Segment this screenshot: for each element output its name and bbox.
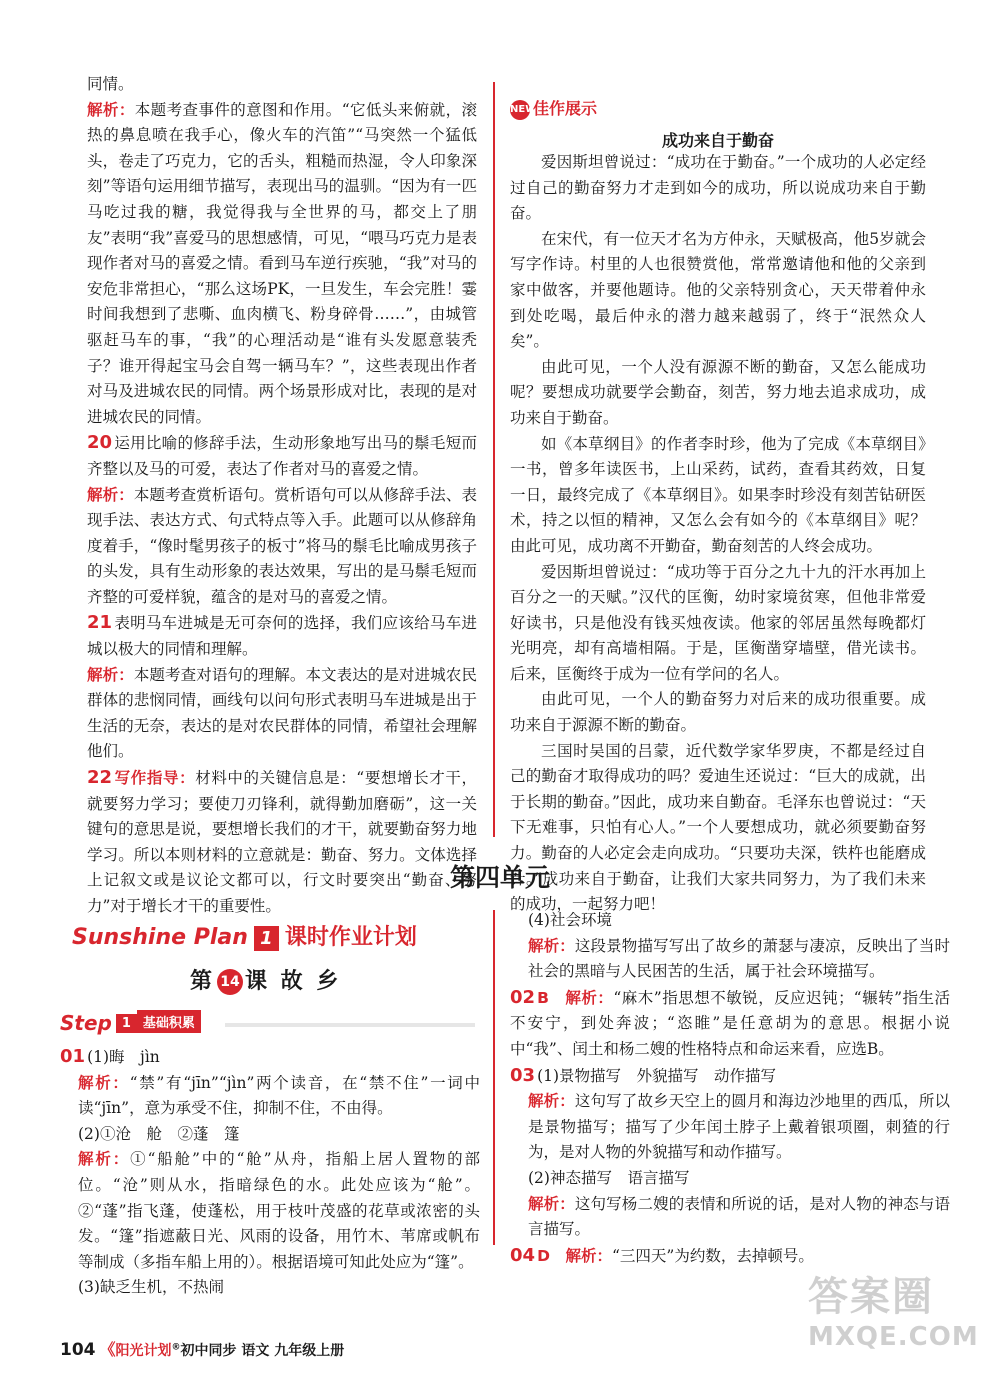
column-divider-bottom <box>493 910 495 1245</box>
analysis-label: 解析： <box>528 936 575 955</box>
lesson-name: 课 故 乡 <box>245 969 342 994</box>
analysis-label: 解析： <box>565 1246 612 1265</box>
analysis-block <box>510 1192 950 1243</box>
essay-paragraph: 由此可见，一个人没有源源不断的勤奋，又怎么能成功呢？要想成功就要学会勤奋，刻苦，努力地去追求成功，成功来自于勤奋。 <box>510 357 926 427</box>
analysis-label: 解析： <box>87 665 134 684</box>
banner-right-text: 课时作业计划 <box>284 925 417 950</box>
site-watermark <box>808 1265 988 1365</box>
essay-paragraph: 三国时吴国的吕蒙，近代数学家华罗庚，不都是经过自己的勤奋才取得成功的吗？爱迪生还说过：“巨大的成就，出于长期的勤奋。”因此，成功来自勤奋。毛泽东也曾说过：“天下无难事，只怕有心人。”一个人要想成功，就必须要勤奋努力。勤奋的人必定会走向成功。“只要功夫深，铁杵也能磨成针。”成功来自于勤奋，让我们大家共同努力，为了我们未来的成功，一起努力吧！ <box>510 741 926 914</box>
new-badge-icon: NEW <box>510 100 530 120</box>
analysis-label: 解析： <box>87 485 134 504</box>
chevron-icon: 《 <box>99 1340 116 1359</box>
answer-text: (2)神态描写 语言描写 <box>528 1168 690 1187</box>
continued-answer: 同情。 <box>87 75 134 93</box>
analysis-label: 解析： <box>78 1150 131 1169</box>
essay-title: 成功来自于勤奋 <box>661 131 774 150</box>
banner-number-box: 1 <box>254 926 279 951</box>
question-number: 01 <box>60 1046 86 1067</box>
question-21-analysis <box>87 663 477 765</box>
left-bottom-column <box>60 1044 480 1301</box>
essay-paragraph: 由此可见，一个人的勤奋努力对后来的成功很重要。成功来自于源源不断的勤奋。 <box>510 690 926 735</box>
question-number: 21 <box>87 612 113 634</box>
lesson-prefix: 第 <box>190 969 216 994</box>
answer-text: (4)社会环境 <box>528 911 612 929</box>
question-22-answer <box>87 765 477 920</box>
left-top-column <box>87 72 477 920</box>
question-20-answer <box>87 430 477 482</box>
right-bottom-column <box>510 908 950 1269</box>
essay-paragraph: 如《本草纲目》的作者李时珍，他为了完成《本草纲目》一书，曾多年读医书，上山采药，试药，查看其药效，日复一日，最终完成了《本草纲目》。如果李时珍没有刻苦钻研医术，持之以恒的精神，又怎么会有如今的《本草纲目》呢？由此可见，成功离不开勤奋，勤奋刻苦的人终会成功。 <box>510 434 926 555</box>
step-label-tag: 基础积累 <box>137 1010 201 1033</box>
lesson-number: 14 <box>217 969 243 995</box>
essay-body <box>510 150 926 918</box>
step-number-tag: 1 <box>116 1014 137 1033</box>
analysis-text: 本题考查对语句的理解。本文表达的是对进城农民群体的悲悯同情，画线句以问句形式表明马车进城是出于生活的无奈，表达的是对农民群体的同情，希望社会理解他们。 <box>87 665 477 761</box>
answer-text: (3)缺乏生机，不热闹 <box>78 1278 224 1297</box>
analysis-block <box>510 934 950 985</box>
footer-brand: 阳光计划 <box>115 1343 172 1359</box>
watermark-url: MXQE.COM <box>808 1322 979 1352</box>
step-banner <box>60 1010 201 1035</box>
answer-text: 表明马车进城是无可奈何的选择，我们应该给马车进城以极大的同情和理解。 <box>87 614 477 659</box>
essay-paragraph: 爱因斯坦曾说过：“成功等于百分之九十九的汗水再加上百分之一的天赋。”汉代的匡衡，幼时家境贫寒，但他非常爱好读书，只是他没有钱买烛夜读。他家的邻居虽然每晚都灯光明亮，却有高墙相隔。于是，匡衡凿穿墙壁，借光读书。后来，匡衡终于成为一位有学问的名人。 <box>510 562 926 683</box>
column-divider-top <box>493 82 495 837</box>
analysis-text: 这句写了故乡天空上的圆月和海边沙地里的西瓜，所以是景物描写；描写了少年闰土脖子上戴着银项圈，刺猹的行为，是对人物的外貌描写和动作描写。 <box>528 1092 950 1162</box>
writing-guide-text: 材料中的关键信息是：“要想增长才干，就要努力学习；要使刀刃锋利，就得勤加磨砺”，这一关键句的意思是说，要想增长我们的才干，就要勤奋努力地学习。所以本则材料的立意就是：勤奋、努力。文体选择上记叙文或是议论文都可以，行文时要突出“勤奋、努力”对于增长才干的重要性。 <box>87 769 477 915</box>
analysis-label: 解析： <box>528 1194 575 1213</box>
analysis-text: 本题考查赏析语句。赏析语句可以从修辞手法、表现手法、表达方式、句式特点等入手。此题可以从修辞角度着手，“像时髦男孩子的板寸”将马的鬃毛比喻成男孩子的头发，具有生动形象的表达效果，写出的是马鬃毛短而齐整的可爱样貌，蕴含的是对马的喜爱之情。 <box>87 485 477 606</box>
question-number: 20 <box>87 432 113 454</box>
analysis-text: 这段景物描写写出了故乡的萧瑟与凄凉，反映出了当时社会的黑暗与人民困苦的生活，属于社会环境描写。 <box>528 936 950 981</box>
banner-left-text: Sunshine Plan <box>72 925 248 950</box>
badge-label: 佳作展示 <box>533 99 598 118</box>
answer-text: (1)晦 jìn <box>87 1048 160 1066</box>
analysis-text: “三四天”为约数，去掉顿号。 <box>611 1246 814 1265</box>
answer-text: (1)景物描写 外貌描写 动作描写 <box>537 1066 777 1085</box>
answer-text: 运用比喻的修辞手法，生动形象地写出马的鬃毛短而齐整以及马的可爱，表达了作者对马的喜爱之情。 <box>87 434 477 478</box>
analysis-text: “禁”有“jīn”“jìn”两个读音，在“禁不住”一词中读“jīn”，意为承受不住，抑制不住，不由得。 <box>78 1073 480 1118</box>
analysis-text: ①“船舱”中的“舱”从舟，指船上居人置物的部位。“沧”则从水，指暗绿色的水。此处应该为“舱”。②“蓬”指飞蓬，使蓬松，用于枝叶茂盛的花草或浓密的头发。“篷”指遮蔽日光、风雨的设备，用竹木、苇席或帆布等制成（多指车船上用的）。根据语境可知此处应为“篷”。 <box>78 1150 480 1271</box>
question-20-analysis <box>87 483 477 611</box>
analysis-label: 解析： <box>565 988 614 1007</box>
question-01-1 <box>60 1044 480 1071</box>
essay-paragraph: 爱因斯坦曾说过：“成功在于勤奋。”一个成功的人必定经过自己的勤奋努力才走到如今的成功，所以说成功来自于勤奋。 <box>510 153 926 223</box>
question-number: 03 <box>510 1064 536 1086</box>
analysis-label: 解析： <box>87 100 135 119</box>
question-number: 04 <box>510 1244 536 1266</box>
question-number: 02 <box>510 986 536 1008</box>
step-word: Step <box>60 1011 112 1035</box>
question-02 <box>510 985 950 1063</box>
choice-answer: D <box>537 1246 550 1265</box>
analysis-text: 这句写杨二嫂的表情和所说的话，是对人物的神态与语言描写。 <box>528 1194 950 1239</box>
step-rule <box>225 1023 475 1027</box>
choice-answer: B <box>537 988 549 1007</box>
analysis-text: “麻木”指思想不敏锐，反应迟钝；“辗转”指生活不安宁，到处奔波；“恣睢”是任意胡为的意思。根据小说中“我”、闰土和杨二嫂的性格特点和命运来看，应选B。 <box>510 988 950 1058</box>
question-03-1 <box>510 1063 950 1090</box>
analysis-text: 本题考查事件的意图和作用。“它低头来俯就，滚热的鼻息喷在我手心，像火车的汽笛”“马突然一个猛低头，卷走了巧克力，它的舌头，粗糙而热湿，令人印象深刻”等语句运用细节描写，表现出马的温驯。“因为有一匹马吃过我的糖，我觉得我与全世界的马，都交上了朋友”表明“我”喜爱马的思想感情，可见，“喂马巧克力是表现作者对马的喜爱之情。看到马车逆行疾驰，“我”对马的安危非常担心，“那么这场PK，一旦发生，车会完胜！霎时间我想到了悲嘶、血肉横飞、粉身碎骨……”，由城管驱赶马车的事，“我”的心理活动是“谁有头发愿意装秃子？谁开得起宝马会自驾一辆马车？”，这些表现出作者对马及进城农民的同情。两个场景形成对比，表现的是对进城农民的同情。 <box>87 100 477 426</box>
answer-text: (2)①沧 舱 ②蓬 篷 <box>78 1124 240 1143</box>
registered-mark: ® <box>171 1342 181 1353</box>
writing-guide-label: 写作指导： <box>114 769 196 788</box>
analysis-label: 解析： <box>528 1092 575 1111</box>
page-footer <box>60 1337 344 1360</box>
essay-paragraph: 在宋代，有一位天才名为方仲永，天赋极高，他5岁就会写字作诗。村里的人也很赞赏他，常常邀请他和他的父亲到家中做客，并要他题诗。他的父亲特别贪心，天天带着仲永到处吃喝，最后仲永的潜力越来越弱了，终于“泯然众人矣”。 <box>510 229 926 351</box>
analysis-block <box>87 98 477 431</box>
analysis-block <box>60 1147 480 1275</box>
watermark-logo-text: 答案圈 <box>808 1274 934 1320</box>
featured-essay-badge <box>510 96 597 120</box>
page-number: 104 <box>60 1340 96 1360</box>
analysis-label: 解析： <box>78 1073 130 1092</box>
unit-title: 第四单元 <box>449 863 550 892</box>
question-21-answer <box>87 610 477 662</box>
analysis-block <box>60 1071 480 1122</box>
footer-book-title: 初中同步 语文 九年级上册 <box>180 1343 345 1359</box>
analysis-block <box>510 1089 950 1166</box>
lesson-title <box>190 964 341 995</box>
question-number: 22 <box>87 767 113 789</box>
sunshine-plan-banner <box>72 920 417 951</box>
